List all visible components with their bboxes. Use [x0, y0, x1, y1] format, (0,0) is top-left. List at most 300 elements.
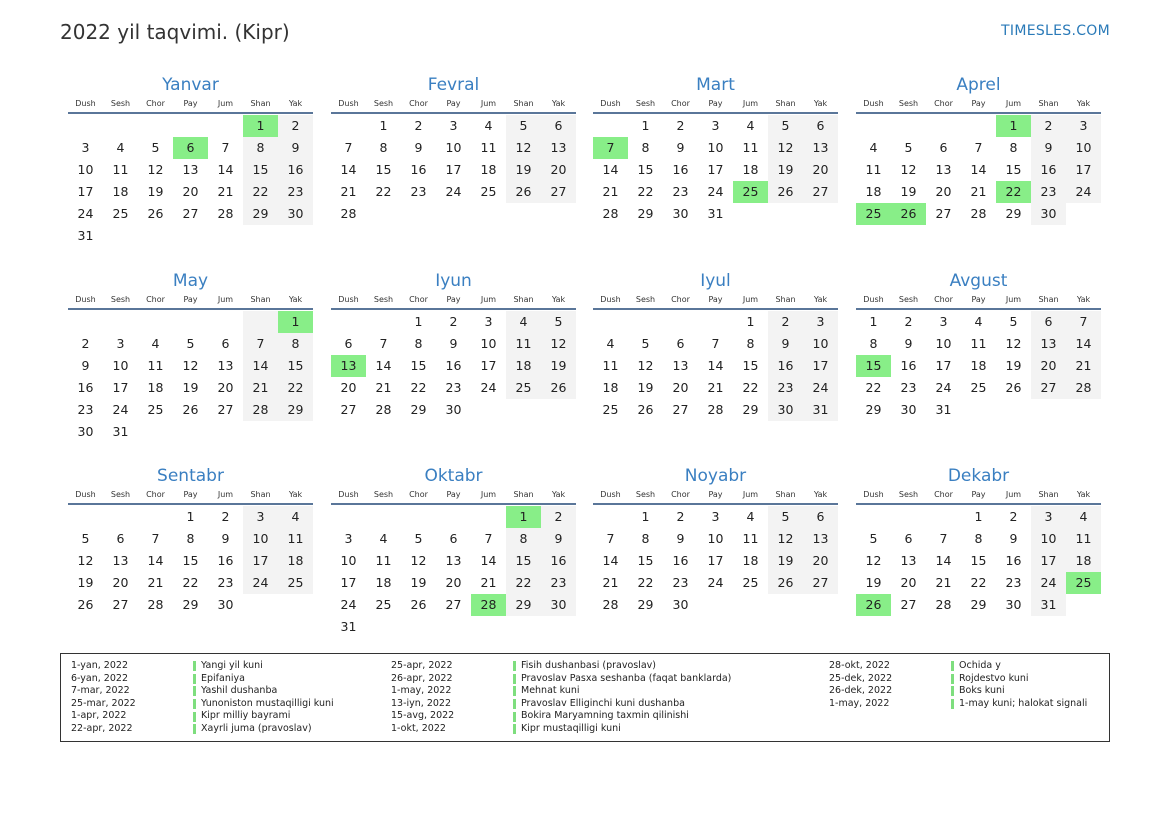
day-cell: 22 [375, 184, 392, 199]
day-blank [628, 311, 663, 333]
day-blank [103, 115, 138, 137]
weekday-label: Shan [1038, 99, 1059, 108]
day-blank [173, 421, 208, 443]
day-blank [961, 115, 996, 137]
day-cell: 11 [112, 162, 129, 177]
day-cell: 8 [641, 140, 650, 155]
day-cell: 15 [970, 553, 987, 568]
weekday-label: Jum [217, 490, 234, 499]
day-cell: 19 [900, 184, 917, 199]
brand-link[interactable]: TIMESLES.COM [1001, 23, 1110, 39]
day-cell: 23 [410, 184, 427, 199]
day-blank [733, 594, 768, 616]
day-cell: 9 [676, 531, 685, 546]
day-cell: 28 [935, 597, 952, 612]
day-cell: 9 [1009, 531, 1018, 546]
holiday-name: Mehnat kuni [521, 685, 580, 697]
day-cell: 1 [746, 314, 755, 329]
day-cell: 24 [707, 184, 724, 199]
weekday-label: Pay [971, 99, 986, 108]
weekday-label: Chor [671, 295, 690, 304]
day-cell: 8 [746, 336, 755, 351]
day-cell: 11 [742, 140, 759, 155]
day-cell: 15 [243, 159, 278, 181]
weekday-label: Jum [217, 295, 234, 304]
weekday-label: Sesh [635, 490, 656, 499]
day-cell: 27 [1031, 377, 1066, 399]
month-oktabr [331, 465, 576, 638]
day-cell: 4 [746, 509, 755, 524]
day-cell: 19 [1005, 358, 1022, 373]
weekday-label: Jum [1005, 295, 1022, 304]
holiday-name: Boks kuni [959, 685, 1005, 697]
holiday-name: Kipr milliy bayrami [201, 710, 291, 722]
holiday-date: 7-mar, 2022 [71, 685, 130, 697]
day-blank [856, 115, 891, 137]
day-cell: 19 [865, 575, 882, 590]
weekday-label: Yak [813, 295, 828, 304]
day-cell: 18 [480, 162, 497, 177]
holiday-date: 1-yan, 2022 [71, 660, 128, 671]
day-cell: 1 [379, 118, 388, 133]
holiday-name: Bokira Maryamning taxmin qilinishi [521, 710, 689, 722]
day-cell: 23 [278, 181, 313, 203]
day-cell: 17 [340, 575, 357, 590]
day-cell: 24 [935, 380, 952, 395]
weekday-label: Shan [775, 490, 796, 499]
day-cell: 2 [221, 509, 230, 524]
day-cell: 22 [278, 377, 313, 399]
weekday-header [68, 98, 313, 114]
day-cell: 26 [637, 402, 654, 417]
day-cell: 9 [541, 528, 576, 550]
day-cell: 23 [541, 572, 576, 594]
day-cell: 29 [637, 597, 654, 612]
weekday-header [856, 98, 1101, 114]
day-cell: 13 [803, 528, 838, 550]
day-blank [471, 506, 506, 528]
day-cell: 19 [637, 380, 654, 395]
day-blank [243, 421, 278, 443]
day-cell: 15 [375, 162, 392, 177]
day-cell: 22 [410, 380, 427, 395]
weekday-header [593, 489, 838, 505]
weekday-header [856, 294, 1101, 310]
day-cell: 22 [637, 184, 654, 199]
day-blank [331, 115, 366, 137]
day-cell: 9 [449, 336, 458, 351]
day-cell: 14 [935, 553, 952, 568]
day-cell: 19 [182, 380, 199, 395]
day-cell: 7 [711, 336, 720, 351]
day-cell: 22 [970, 575, 987, 590]
weekday-label: Yak [551, 490, 566, 499]
day-cell: 30 [77, 424, 94, 439]
day-cell: 2 [768, 311, 803, 333]
day-blank [366, 311, 401, 333]
day-cell: 10 [77, 162, 94, 177]
day-cell-holiday: 25 [856, 203, 891, 225]
day-cell: 10 [445, 140, 462, 155]
day-cell: 3 [711, 509, 720, 524]
weekday-header [68, 489, 313, 505]
day-cell: 9 [221, 531, 230, 546]
month-noyabr [593, 465, 838, 616]
weekday-label: Jum [742, 490, 759, 499]
holiday-marker [513, 661, 516, 671]
legend-row [71, 685, 334, 698]
weekday-label: Chor [934, 99, 953, 108]
day-blank [278, 594, 313, 616]
day-cell: 12 [147, 162, 164, 177]
day-cell: 3 [939, 314, 948, 329]
day-cell: 30 [445, 402, 462, 417]
day-cell: 29 [182, 597, 199, 612]
day-cell: 13 [900, 553, 917, 568]
day-cell: 16 [217, 553, 234, 568]
day-blank [208, 115, 243, 137]
weekday-label: Dush [75, 295, 96, 304]
day-cell: 28 [970, 206, 987, 221]
day-cell: 2 [414, 118, 423, 133]
day-cell-holiday: 6 [173, 137, 208, 159]
day-cell: 27 [445, 597, 462, 612]
holiday-date: 1-may, 2022 [829, 697, 890, 709]
weekday-label: Dush [600, 295, 621, 304]
day-cell: 26 [182, 402, 199, 417]
day-cell: 25 [480, 184, 497, 199]
day-cell: 22 [637, 575, 654, 590]
day-blank [891, 506, 926, 528]
day-cell: 18 [278, 550, 313, 572]
day-cell: 25 [112, 206, 129, 221]
day-cell: 12 [768, 137, 803, 159]
weekday-label: Yak [1076, 99, 1091, 108]
weekday-label: Shan [250, 295, 271, 304]
weekday-label: Dush [600, 99, 621, 108]
weekday-label: Jum [480, 490, 497, 499]
day-cell: 17 [112, 380, 129, 395]
day-blank [803, 203, 838, 225]
day-cell: 1 [869, 314, 878, 329]
legend-row [71, 698, 334, 711]
day-blank [593, 311, 628, 333]
day-cell: 3 [484, 314, 493, 329]
day-cell: 4 [506, 311, 541, 333]
holiday-date: 1-may, 2022 [391, 685, 452, 697]
weekday-label: Dush [863, 99, 884, 108]
day-cell: 15 [637, 162, 654, 177]
month-title: Mart [696, 75, 735, 95]
legend-row [391, 673, 731, 686]
weekday-label: Dush [863, 295, 884, 304]
weekday-label: Sesh [898, 490, 919, 499]
day-cell: 7 [939, 531, 948, 546]
legend-row [829, 698, 1087, 711]
day-cell: 9 [278, 137, 313, 159]
day-cell: 6 [676, 336, 685, 351]
legend-row [71, 710, 334, 723]
weekday-label: Dush [338, 295, 359, 304]
day-cell: 1 [186, 509, 195, 524]
weekday-header [856, 489, 1101, 505]
day-cell: 26 [506, 181, 541, 203]
day-cell: 13 [112, 553, 129, 568]
day-cell: 20 [803, 159, 838, 181]
holiday-date: 6-yan, 2022 [71, 672, 128, 684]
weekday-label: Chor [409, 295, 428, 304]
day-cell: 25 [970, 380, 987, 395]
day-cell: 1 [974, 509, 983, 524]
day-cell: 19 [506, 159, 541, 181]
month-may [68, 270, 313, 443]
legend-row [71, 723, 334, 736]
month-yanvar [68, 74, 313, 247]
day-cell: 14 [375, 358, 392, 373]
day-cell-holiday: 15 [856, 355, 891, 377]
legend-column [71, 660, 334, 736]
day-blank [436, 616, 471, 638]
legend-row [829, 673, 1087, 686]
day-cell: 20 [112, 575, 129, 590]
day-cell: 4 [151, 336, 160, 351]
day-blank [138, 115, 173, 137]
day-blank [103, 506, 138, 528]
day-grid [68, 506, 313, 616]
day-cell: 29 [970, 597, 987, 612]
legend-row [391, 698, 731, 711]
day-cell: 12 [77, 553, 94, 568]
weekday-label: Yak [1076, 295, 1091, 304]
day-cell: 11 [970, 336, 987, 351]
day-cell: 5 [768, 115, 803, 137]
day-cell: 20 [182, 184, 199, 199]
day-cell: 13 [445, 553, 462, 568]
day-blank [733, 203, 768, 225]
holiday-date: 26-dek, 2022 [829, 685, 893, 697]
day-cell: 14 [1066, 333, 1101, 355]
weekday-label: Yak [551, 99, 566, 108]
weekday-label: Shan [775, 99, 796, 108]
day-grid [856, 115, 1101, 225]
day-cell: 14 [970, 162, 987, 177]
day-cell: 23 [77, 402, 94, 417]
day-cell: 14 [147, 553, 164, 568]
day-cell: 8 [1009, 140, 1018, 155]
month-title: Yanvar [162, 75, 219, 95]
day-blank [506, 399, 541, 421]
day-grid [593, 506, 838, 616]
day-cell: 10 [243, 528, 278, 550]
day-cell: 19 [147, 184, 164, 199]
day-cell: 5 [541, 311, 576, 333]
day-cell: 6 [803, 115, 838, 137]
day-cell: 11 [147, 358, 164, 373]
day-cell: 20 [340, 380, 357, 395]
day-cell: 21 [707, 380, 724, 395]
weekday-label: Pay [183, 295, 198, 304]
holiday-marker [513, 686, 516, 696]
day-cell: 18 [1066, 550, 1101, 572]
day-cell-holiday: 1 [243, 115, 278, 137]
day-cell: 16 [900, 358, 917, 373]
holiday-date: 13-iyn, 2022 [391, 697, 452, 709]
day-cell: 4 [746, 118, 755, 133]
day-cell: 27 [217, 402, 234, 417]
day-cell: 14 [340, 162, 357, 177]
month-title: Avgust [949, 271, 1008, 291]
day-cell: 30 [541, 594, 576, 616]
day-cell: 20 [445, 575, 462, 590]
day-cell: 8 [243, 137, 278, 159]
legend-column [829, 660, 1087, 710]
holiday-date: 25-apr, 2022 [391, 660, 453, 671]
holiday-marker [193, 699, 196, 709]
holiday-marker [951, 661, 954, 671]
day-cell: 12 [900, 162, 917, 177]
day-cell: 31 [112, 424, 129, 439]
day-cell: 16 [445, 358, 462, 373]
holiday-name: Pravoslav Elliginchi kuni dushanba [521, 697, 685, 709]
day-cell: 18 [970, 358, 987, 373]
day-cell: 31 [77, 228, 94, 243]
day-cell: 28 [602, 597, 619, 612]
day-cell: 14 [602, 162, 619, 177]
day-cell: 23 [217, 575, 234, 590]
day-cell: 27 [935, 206, 952, 221]
day-cell: 21 [480, 575, 497, 590]
day-grid [593, 311, 838, 421]
day-cell: 28 [243, 399, 278, 421]
day-cell: 31 [707, 206, 724, 221]
month-iyul [593, 270, 838, 421]
weekday-label: Jum [480, 295, 497, 304]
day-cell: 23 [445, 380, 462, 395]
day-cell: 11 [742, 531, 759, 546]
weekday-label: Pay [708, 490, 723, 499]
day-cell: 24 [445, 184, 462, 199]
day-cell: 30 [672, 597, 689, 612]
day-cell: 24 [243, 572, 278, 594]
day-cell: 26 [768, 572, 803, 594]
day-cell-holiday: 25 [1066, 572, 1101, 594]
day-cell: 27 [803, 181, 838, 203]
holiday-date: 26-apr, 2022 [391, 672, 453, 684]
day-cell-holiday: 1 [996, 115, 1031, 137]
day-cell: 24 [340, 597, 357, 612]
day-cell: 5 [1009, 314, 1018, 329]
day-cell: 25 [147, 402, 164, 417]
day-cell: 12 [1005, 336, 1022, 351]
day-blank [541, 203, 576, 225]
weekday-label: Sesh [373, 295, 394, 304]
holiday-date: 25-dek, 2022 [829, 672, 893, 684]
day-cell: 27 [182, 206, 199, 221]
day-blank [138, 311, 173, 333]
holiday-marker [951, 674, 954, 684]
weekday-header [593, 294, 838, 310]
day-blank [856, 506, 891, 528]
day-cell: 3 [81, 140, 90, 155]
weekday-label: Chor [671, 490, 690, 499]
weekday-label: Shan [775, 295, 796, 304]
legend-row [829, 685, 1087, 698]
day-blank [803, 594, 838, 616]
day-blank [926, 115, 961, 137]
holiday-date: 1-okt, 2022 [391, 722, 446, 734]
day-cell: 12 [637, 358, 654, 373]
weekday-label: Yak [813, 99, 828, 108]
day-cell: 16 [541, 550, 576, 572]
day-cell: 2 [81, 336, 90, 351]
day-cell: 28 [375, 402, 392, 417]
legend-column [391, 660, 731, 736]
day-cell: 20 [217, 380, 234, 395]
weekday-label: Dush [75, 99, 96, 108]
day-cell: 18 [742, 162, 759, 177]
day-cell: 21 [243, 377, 278, 399]
month-mart [593, 74, 838, 225]
day-cell: 14 [602, 553, 619, 568]
day-cell: 6 [221, 336, 230, 351]
day-cell: 2 [541, 506, 576, 528]
day-cell: 18 [506, 355, 541, 377]
weekday-label: Pay [183, 490, 198, 499]
day-cell: 21 [217, 184, 234, 199]
day-cell: 7 [379, 336, 388, 351]
holiday-date: 28-okt, 2022 [829, 660, 890, 671]
day-blank [68, 115, 103, 137]
day-blank [926, 506, 961, 528]
weekday-label: Sesh [110, 490, 131, 499]
day-cell: 16 [768, 355, 803, 377]
day-cell: 19 [77, 575, 94, 590]
day-cell: 18 [602, 380, 619, 395]
day-cell: 11 [506, 333, 541, 355]
day-cell: 7 [484, 531, 493, 546]
day-blank [506, 616, 541, 638]
day-cell: 8 [869, 336, 878, 351]
day-blank [138, 506, 173, 528]
day-cell: 15 [278, 355, 313, 377]
day-cell: 4 [606, 336, 615, 351]
day-cell: 30 [672, 206, 689, 221]
day-cell: 15 [1005, 162, 1022, 177]
day-cell: 8 [186, 531, 195, 546]
weekday-label: Sesh [635, 295, 656, 304]
day-cell: 11 [375, 553, 392, 568]
day-cell: 21 [375, 380, 392, 395]
day-cell: 6 [541, 115, 576, 137]
weekday-label: Dush [338, 99, 359, 108]
day-cell: 2 [1031, 115, 1066, 137]
legend-row [391, 710, 731, 723]
day-cell: 17 [77, 184, 94, 199]
day-blank [471, 399, 506, 421]
day-cell: 14 [480, 553, 497, 568]
day-cell: 25 [375, 597, 392, 612]
day-blank [138, 225, 173, 247]
day-cell: 20 [672, 380, 689, 395]
day-cell: 18 [742, 553, 759, 568]
weekday-header [593, 98, 838, 114]
day-grid [856, 506, 1101, 616]
day-cell: 5 [869, 531, 878, 546]
day-cell: 24 [1031, 572, 1066, 594]
day-cell: 11 [480, 140, 497, 155]
day-blank [593, 506, 628, 528]
weekday-label: Jum [742, 295, 759, 304]
